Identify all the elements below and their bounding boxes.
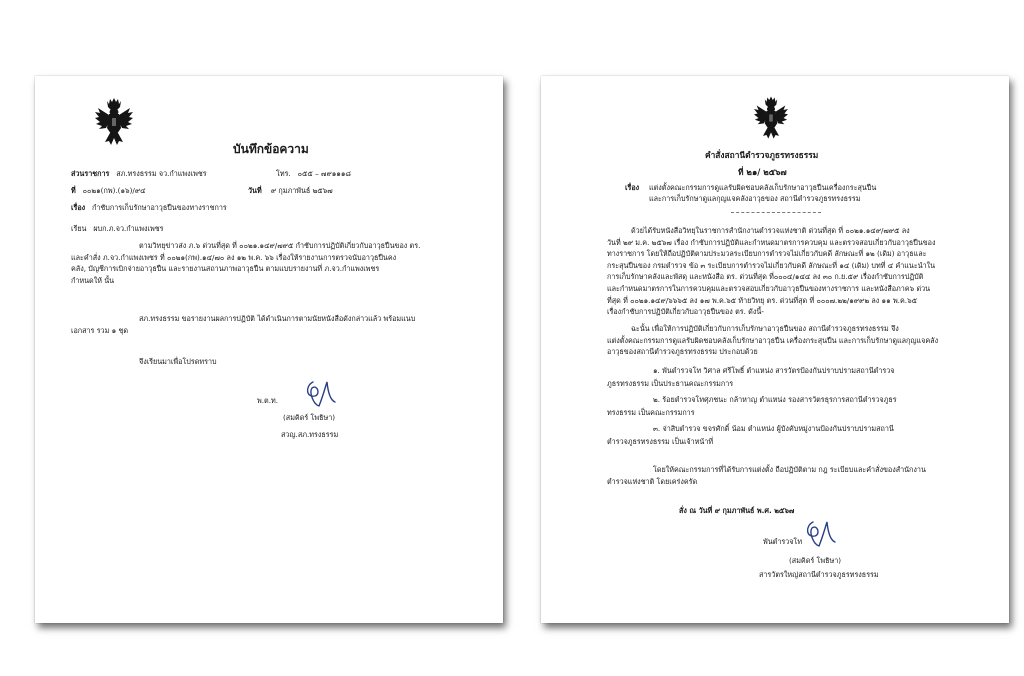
paragraph-line: วันที่ ๒๙ ม.ค. ๒๕๖๗ เรื่อง กำชับการปฏิบัติและกำหนดมาตรการควบคุม และตรวจสอบเกี่ยวกับอาวุธปืนของ	[607, 237, 936, 247]
subject-value: กำชับการเก็บรักษาอาวุธปืนของทางราชการ	[92, 203, 227, 212]
agency-label: ส่วนราชการ	[71, 169, 110, 178]
ref-row	[71, 186, 146, 196]
member-line: ภูธรทรงธรรม เป็นประธานคณะกรรมการ	[607, 378, 734, 388]
date-label: วันที่	[248, 186, 262, 195]
member-line: ตำรวจภูธรทรงธรรม เป็นเจ้าหน้าที่	[607, 436, 714, 446]
memo-closing: จึงเรียนมาเพื่อโปรดทราบ	[139, 357, 217, 366]
ref-label: ที่	[71, 186, 76, 195]
to-label: เรียน	[71, 224, 87, 233]
order-subject-label: เรื่อง	[625, 183, 640, 192]
signature-icon	[803, 518, 837, 550]
paragraph-line: อาวุธของสถานีตำรวจภูธรทรงธรรม ประกอบด้วย	[607, 347, 758, 357]
order-number: ที่ ๒๑/ ๒๕๖๗	[738, 167, 787, 177]
paragraph-line: โดยให้คณะกรรมการที่ได้รับการแต่งตั้ง ถือปฏิบัติตาม กฎ ระเบียบและคำสั่งของสำนักงาน	[653, 465, 926, 474]
paragraph-line: ทางราชการ โดยให้ถือปฏิบัติตามประมวลระเบียบการตำรวจไม่เกี่ยวกับคดี ลักษณะที่ ๑๒ (เดิม) อาวุธและ	[607, 249, 927, 259]
memo-page	[35, 76, 503, 623]
date-row	[248, 186, 333, 196]
agency-row	[71, 169, 207, 179]
phone-value: ๐๕๕ – ๗๙๑๑๑๘	[297, 169, 351, 178]
paragraph-line: แต่งตั้งคณะกรรมการดูแลรับผิดชอบคลังเก็บรักษาอาวุธปืน เครื่องกระสุนปืน และการเก็บรักษาดูแลกุญแจคลัง	[607, 335, 939, 345]
order-subject	[649, 182, 876, 204]
divider	[731, 212, 821, 213]
order-paragraph-3	[607, 464, 926, 487]
member-line: ๑. พันตำรวจโท วิศาล ศรีโพธิ์ ตำแหน่ง สารวัตรป้องกันปราบปรามสถานีตำรวจ	[653, 366, 895, 375]
subject-label: เรื่อง	[71, 203, 86, 212]
subject-row	[71, 203, 227, 213]
body-line: ตามวิทยุข่าวส่ง ภ.๖ ด่วนที่สุด ที่ ๐๐๒๑.๑๔๙/๗๙๕ กำชับการปฏิบัติเกี่ยวกับอาวุธปืนของ ตร.	[139, 241, 421, 250]
body-line: และคำสั่ง ภ.จว.กำแพงเพชร ที่ ๐๐๒๑(กพ).๑๔/๗๐ ลง ๑๒ พ.ค. ๖๖ เรื่องให้รายงานการตรวจนับอาวุธปืนคง	[71, 252, 397, 262]
order-issued-date: สั่ง ณ วันที่ ๙ กุมภาพันธ์ พ.ศ. ๒๕๖๗	[679, 506, 795, 515]
order-title: คำสั่งสถานีตำรวจภูธรทรงธรรม	[705, 150, 819, 160]
phone-row	[276, 169, 351, 179]
paragraph-line: กระสุนปืนของ กรมตำรวจ ข้อ ๓ ระเบียบการตำรวจไม่เกี่ยวกับคดี ลักษณะที่ ๑๔ (เดิม) บทที่ ๔ คำแนะนำใน	[607, 260, 936, 270]
memo-body-paragraph-2	[71, 313, 415, 336]
date-value: ๙ กุมภาพันธ์ ๒๕๖๗	[270, 186, 333, 195]
order-paragraph-2	[607, 323, 938, 358]
paragraph-line: ที่สุด ที่ ๐๐๒๑.๑๔๙/๖๖๖๕ ลง ๑๗ พ.ค.๖๕ ท้ายวิทยุ ตร. ด่วนที่สุด ที่ ๐๐๐๗.๒๒/๑๙๙๒ ลง ๑๑ พ.ค.๖๕	[607, 295, 918, 305]
memo-body-paragraph-1	[71, 240, 420, 286]
body-line: สภ.ทรงธรรม ขอรายงานผลการปฏิบัติ ได้ดำเนินการตามนัยหนังสือดังกล่าวแล้ว พร้อมแนบ	[139, 314, 416, 323]
agency-value: สภ.ทรงธรรม จว.กำแพงเพชร	[116, 169, 207, 178]
member-line: ๒. ร้อยตำรวจโทศุภชนะ กล้าหาญ ตำแหน่ง รองสารวัตรธุรการสถานีตำรวจภูธร	[653, 395, 897, 405]
body-line: กำหนดให้ นั้น	[71, 275, 115, 285]
memo-sign-prefix: พ.ต.ท.	[257, 396, 278, 405]
memo-signer-name: (สมคิดร์ โพธิษา)	[283, 413, 336, 422]
member-line: ๓. จ่าสิบตำรวจ ขจรศักดิ์ น้อม ตำแหน่ง ผู้บังคับหมู่งานป้องกันปราบปรามสถานี	[653, 424, 894, 434]
paragraph-line: ด้วยได้รับหนังสือวิทยุในราชการสำนักงานตำรวจแห่งชาติ ด่วนที่สุด ที่ ๐๐๒๑.๑๔๙/๗๙๕ ลง	[631, 226, 910, 235]
order-signer-position: สารวัตรใหญ่สถานีตำรวจภูธรทรงธรรม	[759, 570, 879, 579]
memo-signer-position: สวญ.สภ.ทรงธรรม	[281, 430, 339, 439]
subject-line: และการเก็บรักษาดูแลกุญแจคลังอาวุธของ สถานีตำรวจภูธรทรงธรรม	[649, 194, 861, 203]
body-line: เอกสาร รวม ๑ ชุด	[71, 325, 129, 335]
subject-line: แต่งตั้งคณะกรรมการดูแลรับผิดชอบคลังเก็บรักษาอาวุธปืนเครื่องกระสุนปืน	[649, 183, 877, 192]
signature-icon	[303, 378, 337, 410]
order-signer-name: (สมคิดร์ โพธิษา)	[789, 556, 842, 565]
order-paragraph-1	[607, 225, 936, 318]
ref-value: ๐๐๒๑(กพ).(๑๖)/๙๔	[82, 186, 146, 195]
member-line: ทรงธรรม เป็นคณะกรรมการ	[607, 407, 695, 417]
to-row	[71, 224, 163, 234]
paragraph-line: การเก็บรักษาคลังและพัสดุ และหนังสือ ตร. ด่วนที่สุด ที่๐๐๐๔/๑๔๔ ลง ๓๐ ก.ย.๕๙ เรื่องกำชับการปฏิบัติ	[607, 272, 924, 282]
order-sign-prefix: พันตำรวจโท	[763, 537, 803, 546]
phone-label: โทร.	[276, 169, 291, 178]
committee-member-list	[607, 365, 897, 449]
paragraph-line: และกำหนดมาตรการในการควบคุมและตรวจสอบเกี่ยวกับอาวุธปืนของทางราชการ และหนังสือภาค๖ ด่วน	[607, 283, 931, 293]
memo-title: บันทึกข้อความ	[233, 142, 309, 156]
paragraph-line: ตำรวจแห่งชาติ โดยเคร่งครัด	[607, 476, 698, 486]
paragraph-line: เรื่องกำชับการปฏิบัติเกี่ยวกับอาวุธปืนของ ตร. ดังนี้-	[607, 307, 764, 317]
order-page	[541, 76, 1009, 623]
garuda-emblem-icon	[754, 96, 788, 140]
body-line: คลัง, บัญชีการเบิกจ่ายอาวุธปืน และรายงานสถานภาพอาวุธปืน ตามแบบรายงานที่ ภ.จว.กำแพงเพชร	[71, 264, 380, 274]
to-value: ผบก.ภ.จว.กำแพงเพชร	[93, 224, 164, 233]
garuda-emblem-icon	[95, 98, 133, 146]
paragraph-line: ฉะนั้น เพื่อให้การปฏิบัติเกี่ยวกับการเก็บรักษาอาวุธปืนของ สถานีตำรวจภูธรทรงธรรม จึง	[631, 324, 899, 333]
